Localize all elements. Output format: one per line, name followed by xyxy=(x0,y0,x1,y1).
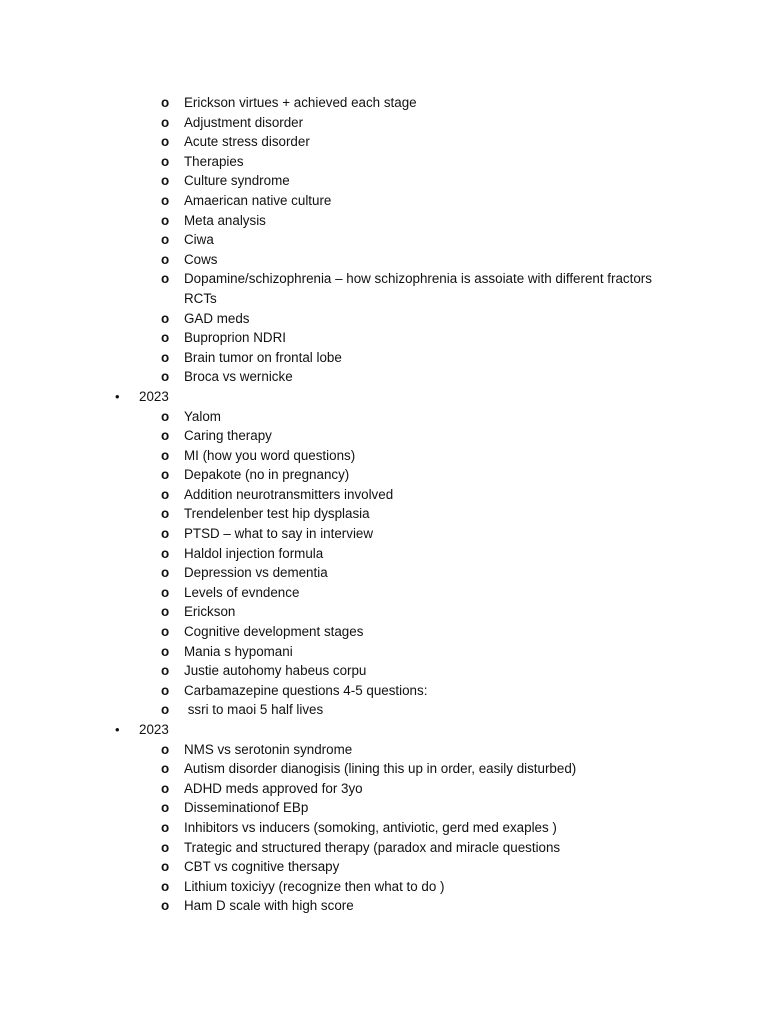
list-item xyxy=(0,857,768,877)
bullet-circle-icon: o xyxy=(161,134,170,150)
list-item xyxy=(0,563,768,583)
list-item xyxy=(0,348,768,368)
bullet-circle-icon: o xyxy=(161,565,170,581)
list-item xyxy=(0,328,768,348)
bullet-circle-icon: o xyxy=(161,173,170,189)
bullet-circle-icon: o xyxy=(161,467,170,483)
list-item xyxy=(0,465,768,485)
list-item-text: Therapies xyxy=(184,153,244,169)
list-item xyxy=(0,171,768,191)
list-item xyxy=(0,230,768,250)
list-item xyxy=(0,661,768,681)
bullet-circle-icon: o xyxy=(161,663,170,679)
list-item xyxy=(0,211,768,231)
list-item xyxy=(0,191,768,211)
bullet-circle-icon: o xyxy=(161,604,170,620)
list-item-text: Brain tumor on frontal lobe xyxy=(184,349,342,365)
bullet-circle-icon: o xyxy=(161,682,170,698)
list-item xyxy=(0,407,768,427)
top-level-bullet-item xyxy=(0,720,768,740)
list-item xyxy=(0,524,768,544)
list-item xyxy=(0,700,768,720)
top-level-bullet-item xyxy=(0,387,768,407)
list-item-text: Erickson virtues + achieved each stage xyxy=(184,95,417,110)
bullet-dot-icon: • xyxy=(115,722,120,737)
list-item-text: Acute stress disorder xyxy=(184,134,310,150)
list-item xyxy=(0,93,768,113)
bullet-circle-icon: o xyxy=(161,486,170,502)
list-item xyxy=(0,485,768,505)
list-item-text: Caring therapy xyxy=(184,428,272,444)
bullet-circle-icon: o xyxy=(161,761,170,777)
bullet-circle-icon: o xyxy=(161,780,170,796)
list-item-text: Justie autohomy habeus corpu xyxy=(184,663,367,679)
list-item-text: Dopamine/schizophrenia – how schizophrenia is assoiate with different fractors RCTs xyxy=(184,271,656,306)
list-item-text: Ciwa xyxy=(184,232,214,248)
bullet-circle-icon: o xyxy=(161,643,170,659)
document-page xyxy=(0,93,768,916)
list-item-text: PTSD – what to say in interview xyxy=(184,526,374,542)
bullet-circle-icon: o xyxy=(161,330,170,346)
list-item xyxy=(0,896,768,916)
list-item xyxy=(0,446,768,466)
list-item xyxy=(0,152,768,172)
list-item xyxy=(0,583,768,603)
list-item-text: NMS vs serotonin syndrome xyxy=(184,741,353,757)
list-item xyxy=(0,504,768,524)
bullet-circle-icon: o xyxy=(161,741,170,757)
list-item-text: Yalom xyxy=(184,408,221,424)
list-item-text: Ham D scale with high score xyxy=(184,898,354,914)
bullet-circle-icon: o xyxy=(161,526,170,542)
bullet-circle-icon: o xyxy=(161,251,170,267)
list-item-text: Buproprion NDRI xyxy=(184,330,286,346)
list-item xyxy=(0,779,768,799)
list-item-text: Depression vs dementia xyxy=(184,565,328,581)
bullet-circle-icon: o xyxy=(161,95,170,110)
bullet-circle-icon: o xyxy=(161,192,170,208)
list-item xyxy=(0,250,768,270)
list-item xyxy=(0,367,768,387)
list-item xyxy=(0,818,768,838)
section-heading: 2023 xyxy=(139,722,169,737)
bullet-circle-icon: o xyxy=(161,271,170,287)
bullet-circle-icon: o xyxy=(161,369,170,385)
bullet-circle-icon: o xyxy=(161,839,170,855)
bullet-circle-icon: o xyxy=(161,349,170,365)
list-item xyxy=(0,838,768,858)
list-item-text: Amaerican native culture xyxy=(184,192,332,208)
list-item-text: Trendelenber test hip dysplasia xyxy=(184,506,370,522)
bullet-circle-icon: o xyxy=(161,114,170,130)
list-item-text: CBT vs cognitive thersapy xyxy=(184,859,340,875)
list-item-text: Addition neurotransmitters involved xyxy=(184,486,394,502)
bullet-circle-icon: o xyxy=(161,232,170,248)
section-heading: 2023 xyxy=(139,388,169,404)
list-item xyxy=(0,132,768,152)
bullet-circle-icon: o xyxy=(161,153,170,169)
list-item-text: MI (how you word questions) xyxy=(184,447,356,463)
list-item-text: Cognitive development stages xyxy=(184,624,364,640)
bullet-circle-icon: o xyxy=(161,859,170,875)
list-item xyxy=(0,602,768,622)
list-item xyxy=(0,877,768,897)
list-item xyxy=(0,642,768,662)
bullet-circle-icon: o xyxy=(161,408,170,424)
list-item-text: ssri to maoi 5 half lives xyxy=(184,702,324,718)
bullet-dot-icon: • xyxy=(115,388,120,404)
list-item-text: Meta analysis xyxy=(184,212,266,228)
list-item-text: Depakote (no in pregnancy) xyxy=(184,467,350,483)
bullet-circle-icon: o xyxy=(161,545,170,561)
list-item xyxy=(0,544,768,564)
list-item xyxy=(0,798,768,818)
list-item xyxy=(0,269,768,308)
list-item xyxy=(0,740,768,760)
bullet-circle-icon: o xyxy=(161,506,170,522)
bullet-circle-icon: o xyxy=(161,898,170,914)
list-item-text: ADHD meds approved for 3yo xyxy=(184,780,363,796)
list-item-text: Culture syndrome xyxy=(184,173,290,189)
bullet-circle-icon: o xyxy=(161,800,170,816)
list-item-text: Inhibitors vs inducers (somoking, antiviotic, gerd med exaples ) xyxy=(184,819,557,835)
bullet-circle-icon: o xyxy=(161,212,170,228)
list-item-text: Mania s hypomani xyxy=(184,643,293,659)
list-item-text: Haldol injection formula xyxy=(184,545,324,561)
bullet-circle-icon: o xyxy=(161,584,170,600)
list-item-text: Autism disorder dianogisis (lining this up in order, easily disturbed) xyxy=(184,761,577,777)
list-item-text: Carbamazepine questions 4-5 questions: xyxy=(184,682,428,698)
bullet-circle-icon: o xyxy=(161,702,170,718)
list-item-text: Adjustment disorder xyxy=(184,114,304,130)
list-item-text: Cows xyxy=(184,251,218,267)
list-item-text: Erickson xyxy=(184,604,236,620)
bullet-circle-icon: o xyxy=(161,624,170,640)
list-item xyxy=(0,622,768,642)
list-item-text: Disseminationof EBp xyxy=(184,800,309,816)
list-item xyxy=(0,681,768,701)
list-item-text: Broca vs wernicke xyxy=(184,369,293,385)
list-item xyxy=(0,759,768,779)
list-item-text: Lithium toxiciyy (recognize then what to do ) xyxy=(184,878,445,894)
bullet-circle-icon: o xyxy=(161,447,170,463)
list-item-text: GAD meds xyxy=(184,310,250,326)
bullet-circle-icon: o xyxy=(161,310,170,326)
bullet-circle-icon: o xyxy=(161,819,170,835)
bullet-circle-icon: o xyxy=(161,878,170,894)
bullet-circle-icon: o xyxy=(161,428,170,444)
list-item xyxy=(0,426,768,446)
list-item-text: Levels of evndence xyxy=(184,584,300,600)
list-item xyxy=(0,113,768,133)
list-item-text: Trategic and structured therapy (paradox and miracle questions xyxy=(184,839,561,855)
list-item xyxy=(0,309,768,329)
